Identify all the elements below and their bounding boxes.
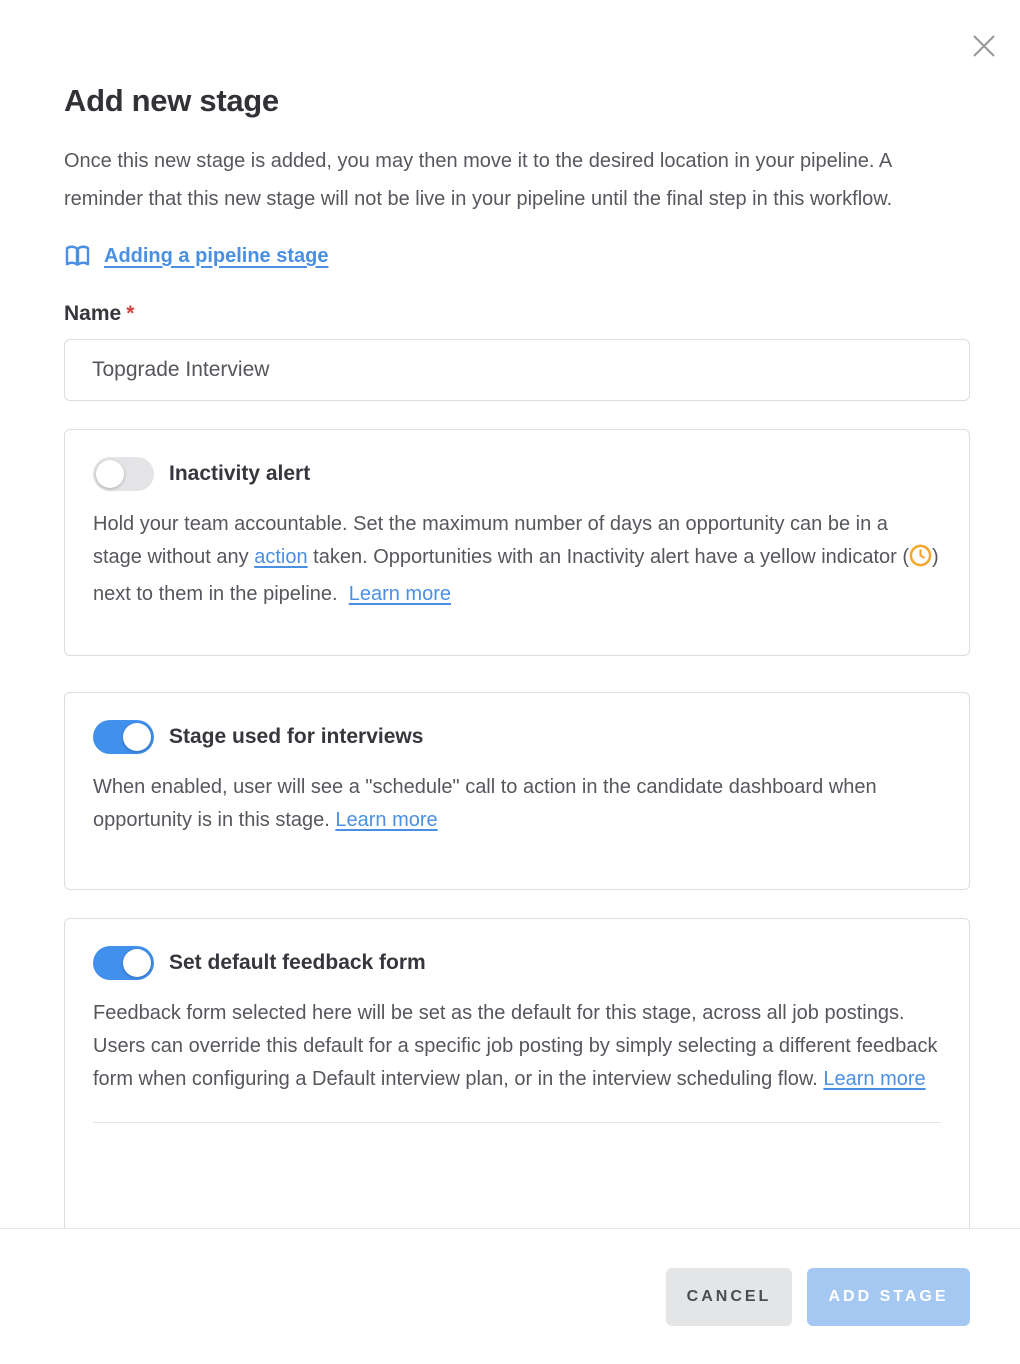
toggle-knob (96, 460, 124, 488)
modal-footer (0, 1228, 1020, 1364)
adding-pipeline-stage-link[interactable]: Adding a pipeline stage (104, 244, 329, 267)
card-divider (93, 1122, 941, 1123)
card-description (93, 997, 941, 1096)
desc-text: When enabled, user will see a "schedule" call to action in the candidate dashboard when opportunity is in this stage. (93, 776, 877, 831)
close-icon[interactable] (969, 32, 999, 62)
card-title: Inactivity alert (169, 462, 311, 485)
toggle-knob (123, 949, 151, 977)
toggle-knob (123, 723, 151, 751)
card-title: Set default feedback form (169, 951, 426, 974)
modal-content (64, 0, 970, 1318)
help-link-row (64, 244, 970, 268)
action-link[interactable]: action (254, 546, 308, 568)
clock-icon (909, 544, 932, 578)
inactivity-alert-card (64, 429, 970, 656)
name-label-text: Name (64, 302, 122, 325)
default-feedback-toggle[interactable] (93, 946, 154, 980)
desc-text: taken. Opportunities with an Inactivity alert have a yellow indicator ( (307, 546, 909, 568)
inactivity-alert-toggle[interactable] (93, 457, 154, 491)
book-icon (64, 244, 91, 268)
required-asterisk: * (126, 302, 135, 325)
card-description (93, 508, 941, 611)
learn-more-link[interactable]: Learn more (348, 583, 451, 605)
modal-description: Once this new stage is added, you may then move it to the desired location in your pipeline. A reminder that this new stage will not be live in your pipeline until the final step in this workflow. (64, 150, 893, 210)
add-stage-button[interactable]: ADD STAGE (807, 1268, 970, 1326)
stage-interviews-toggle[interactable] (93, 720, 154, 754)
learn-more-link[interactable]: Learn more (335, 809, 438, 831)
page-title: Add new stage (64, 83, 279, 118)
desc-text: Hold your team accountable. Set the maximum number of days an opportunity can be in a stage without any (93, 513, 888, 568)
name-field-label (64, 302, 970, 326)
cancel-button[interactable]: CANCEL (666, 1268, 792, 1326)
card-description (93, 771, 941, 837)
stage-name-input[interactable] (64, 339, 970, 401)
stage-interviews-card (64, 692, 970, 890)
card-title: Stage used for interviews (169, 725, 424, 748)
desc-text: ) next to them in the pipeline. (93, 546, 939, 605)
learn-more-link[interactable]: Learn more (823, 1068, 926, 1090)
desc-text: Feedback form selected here will be set as the default for this stage, across all job postings. Users can override this default for a specific job posting by simply selecting a different feedback form when configuring a Default interview plan, or in the interview scheduling flow. (93, 1002, 938, 1090)
